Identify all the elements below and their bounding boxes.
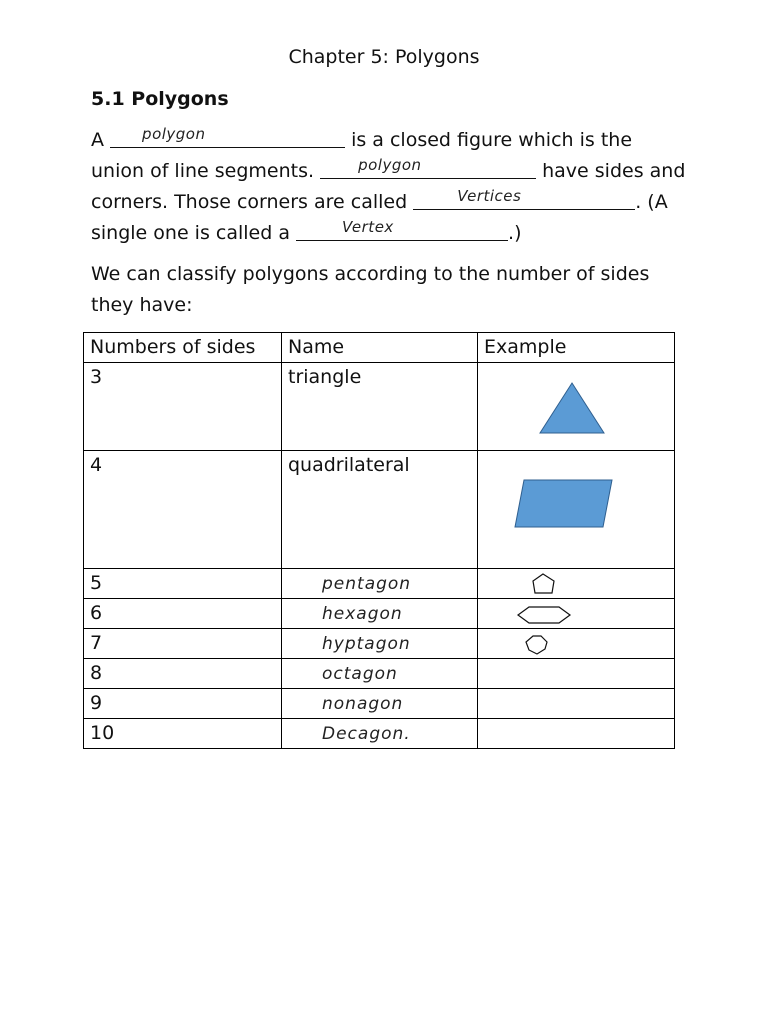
table-row — [84, 599, 675, 629]
fill-blank-1 — [110, 127, 345, 148]
handwritten-answer: polygon — [358, 156, 422, 174]
example-cell — [478, 719, 675, 749]
line-text: corners. Those corners are called — [91, 191, 414, 213]
name-cell — [282, 689, 478, 719]
section-heading: 5.1 Polygons — [91, 88, 229, 110]
definition-paragraph — [91, 125, 691, 249]
sides-cell: 8 — [84, 659, 282, 689]
handwritten-answer: Vertex — [342, 218, 394, 236]
table-row — [84, 451, 675, 569]
hexagon-sketch — [516, 605, 572, 625]
handwritten-answer: Vertices — [457, 187, 522, 205]
handwritten-name: pentagon — [322, 574, 412, 594]
example-cell — [478, 363, 675, 451]
intro-line-1: We can classify polygons according to the number of sides — [91, 263, 650, 285]
pentagon-sketch — [530, 572, 558, 596]
handwritten-name: octagon — [322, 664, 398, 684]
sides-cell: 5 — [84, 569, 282, 599]
handwritten-name: hexagon — [322, 604, 403, 624]
table-row — [84, 689, 675, 719]
example-cell — [478, 629, 675, 659]
example-cell — [478, 451, 675, 569]
table-row — [84, 363, 675, 451]
intro-line-2: they have: — [91, 294, 193, 316]
example-cell — [478, 569, 675, 599]
sides-cell: 9 — [84, 689, 282, 719]
sides-cell: 7 — [84, 629, 282, 659]
example-cell — [478, 659, 675, 689]
polygon-table — [83, 332, 675, 749]
table-row — [84, 719, 675, 749]
intro-paragraph — [91, 259, 691, 321]
table-row — [84, 629, 675, 659]
example-cell — [478, 599, 675, 629]
header-name: Name — [282, 333, 478, 363]
paragraph-line-4 — [91, 218, 691, 249]
chapter-title: Chapter 5: Polygons — [288, 46, 480, 68]
name-cell — [282, 629, 478, 659]
header-example: Example — [478, 333, 675, 363]
table-header-row — [84, 333, 675, 363]
table-row — [84, 659, 675, 689]
header-sides: Numbers of sides — [84, 333, 282, 363]
heptagon-sketch — [524, 634, 550, 656]
parallelogram-shape — [514, 479, 614, 529]
name-cell — [282, 659, 478, 689]
sides-cell: 3 — [84, 363, 282, 451]
line-text: . (A — [635, 191, 668, 213]
name-cell — [282, 719, 478, 749]
example-cell — [478, 689, 675, 719]
name-cell: quadrilateral — [282, 451, 478, 569]
handwritten-name: Decagon. — [322, 724, 411, 744]
name-cell — [282, 599, 478, 629]
triangle-shape — [538, 381, 606, 435]
line-text: A — [91, 129, 111, 151]
handwritten-answer: polygon — [142, 125, 206, 143]
sides-cell: 4 — [84, 451, 282, 569]
name-cell: triangle — [282, 363, 478, 451]
line-text: .) — [508, 222, 522, 244]
fill-blank-2 — [320, 158, 536, 179]
table-row — [84, 569, 675, 599]
line-text: is a closed figure which is the — [345, 129, 633, 151]
fill-blank-4 — [296, 220, 508, 241]
line-text: have sides and — [536, 160, 686, 182]
sides-cell: 6 — [84, 599, 282, 629]
handwritten-name: hyptagon — [322, 634, 411, 654]
sides-cell: 10 — [84, 719, 282, 749]
name-cell — [282, 569, 478, 599]
line-text: single one is called a — [91, 222, 297, 244]
fill-blank-3 — [413, 189, 635, 210]
handwritten-name: nonagon — [322, 694, 404, 714]
line-text: union of line segments. — [91, 160, 321, 182]
